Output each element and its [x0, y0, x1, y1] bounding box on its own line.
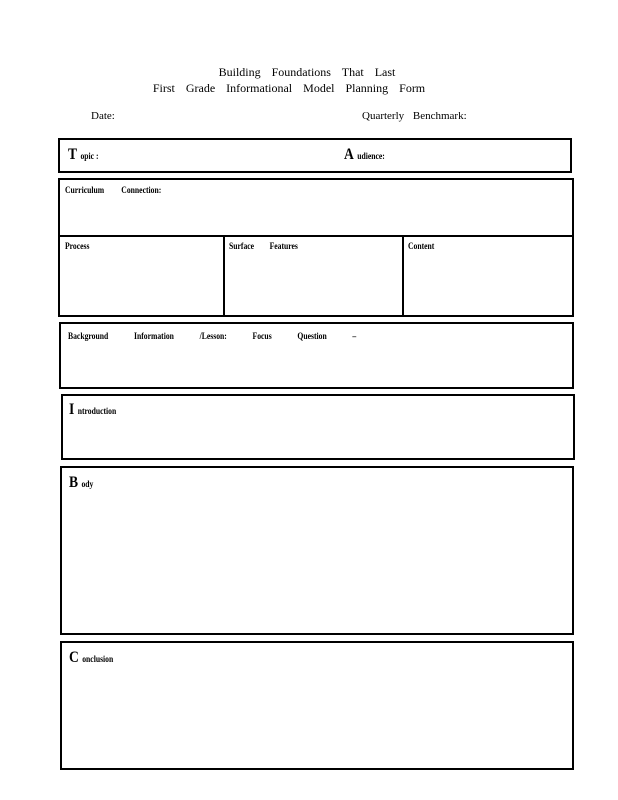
body-label	[69, 474, 93, 492]
date-label: Date:	[91, 110, 115, 122]
conclusion-rest: onclusion	[82, 654, 114, 664]
topic-rest: opic :	[80, 151, 99, 161]
audience-initial: A	[344, 146, 354, 163]
background-information-label: Background Information /Lesson: Focus Question –	[68, 331, 357, 341]
column-divider-2	[402, 237, 404, 315]
conclusion-initial: C	[69, 649, 79, 666]
form-title-line2: First Grade Informational Model Planning Form	[152, 81, 426, 95]
surface-features-label: Surface Features	[229, 241, 298, 251]
introduction-initial: I	[69, 401, 75, 418]
topic-initial: T	[68, 146, 78, 163]
content-label: Content	[408, 241, 435, 251]
topic-label	[68, 146, 99, 164]
curriculum-connection-label: Curriculum Connection:	[65, 185, 162, 195]
conclusion-box	[60, 641, 574, 770]
body-initial: B	[69, 474, 79, 491]
column-divider-1	[223, 237, 225, 315]
body-rest: ody	[81, 479, 94, 489]
body-box	[60, 466, 574, 635]
audience-rest: udience:	[357, 151, 385, 161]
curriculum-connection-box	[58, 178, 574, 237]
topic-audience-box	[58, 138, 572, 173]
introduction-label	[69, 401, 116, 419]
introduction-box	[61, 394, 575, 460]
introduction-rest: ntroduction	[77, 406, 117, 416]
background-information-box	[59, 322, 574, 389]
form-title-line1: Building Foundations That Last	[218, 65, 396, 79]
process-surface-content-box	[58, 235, 574, 317]
process-label: Process	[65, 241, 90, 251]
quarterly-benchmark-label: Quarterly Benchmark:	[362, 110, 467, 122]
conclusion-label	[69, 649, 113, 667]
audience-label	[344, 146, 385, 164]
